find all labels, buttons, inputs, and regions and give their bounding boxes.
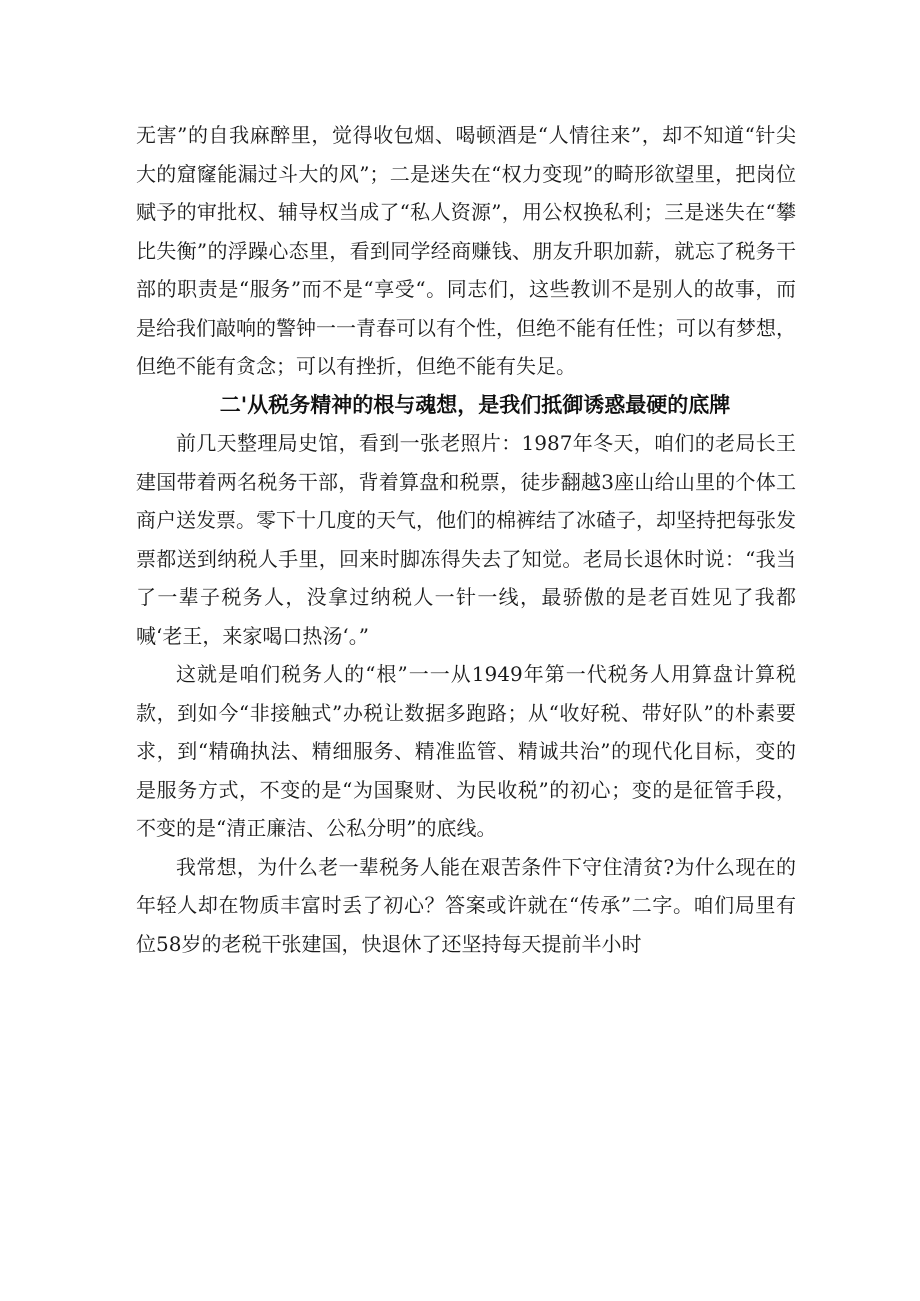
document-body	[136, 116, 796, 963]
paragraph-inheritance: 我常想，为什么老一辈税务人能在艰苦条件下守住清贫?为什么现在的年轻人却在物质丰富时丢了初心？答案或许就在“传承”二字。咱们局里有位58岁的老税干张建国，快退休了还坚持每天提前半小时	[136, 854, 796, 956]
section-heading: 二'从税务精神的根与魂想，是我们抵御诱惑最硬的底牌	[219, 392, 731, 417]
paragraph-tax-root: 这就是咱们税务人的“根”一一从1949年第一代税务人用算盘计算税款，到如今“非接触式”办税让数据多跑路；从“收好税、带好队”的朴素要求，到“精确执法、精细服务、精准监管、精诚共治”的现代化目标，变的是服务方式，不变的是“为国聚财、为民收税”的初心；变的是征管手段，不变的是“清正廉洁、公私分明”的底线。	[136, 662, 796, 840]
paragraph-continued: 无害”的自我麻醉里，觉得收包烟、喝顿酒是“人情往来”，却不知道“针尖大的窟窿能漏过斗大的风”；二是迷失在“权力变现”的畸形欲望里，把岗位赋予的审批权、辅导权当成了“私人资源”，用公权换私利；三是迷失在“攀比失衡”的浮躁心态里，看到同学经商赚钱、朋友升职加薪，就忘了税务干部的职责是“服务”而不是“享受“。同志们，这些教训不是别人的故事，而是给我们敲响的警钟一一青春可以有个性，但绝不能有任性；可以有梦想，但绝不能有贪念；可以有挫折，但绝不能有失足。	[136, 123, 796, 378]
paragraph-old-photo: 前几天整理局史馆，看到一张老照片：1987年冬天，咱们的老局长王建国带着两名税务干部，背着算盘和税票，徒步翻越3座山给山里的个体工商户送发票。零下十几度的天气，他们的棉裤结了冰碴子，却坚持把每张发票都送到纳税人手里，回来时脚冻得失去了知觉。老局长退休时说：“我当了一辈子税务人，没拿过纳税人一针一线，最骄傲的是老百姓见了我都喊‘老王，来家喝口热汤‘。”	[136, 431, 796, 648]
